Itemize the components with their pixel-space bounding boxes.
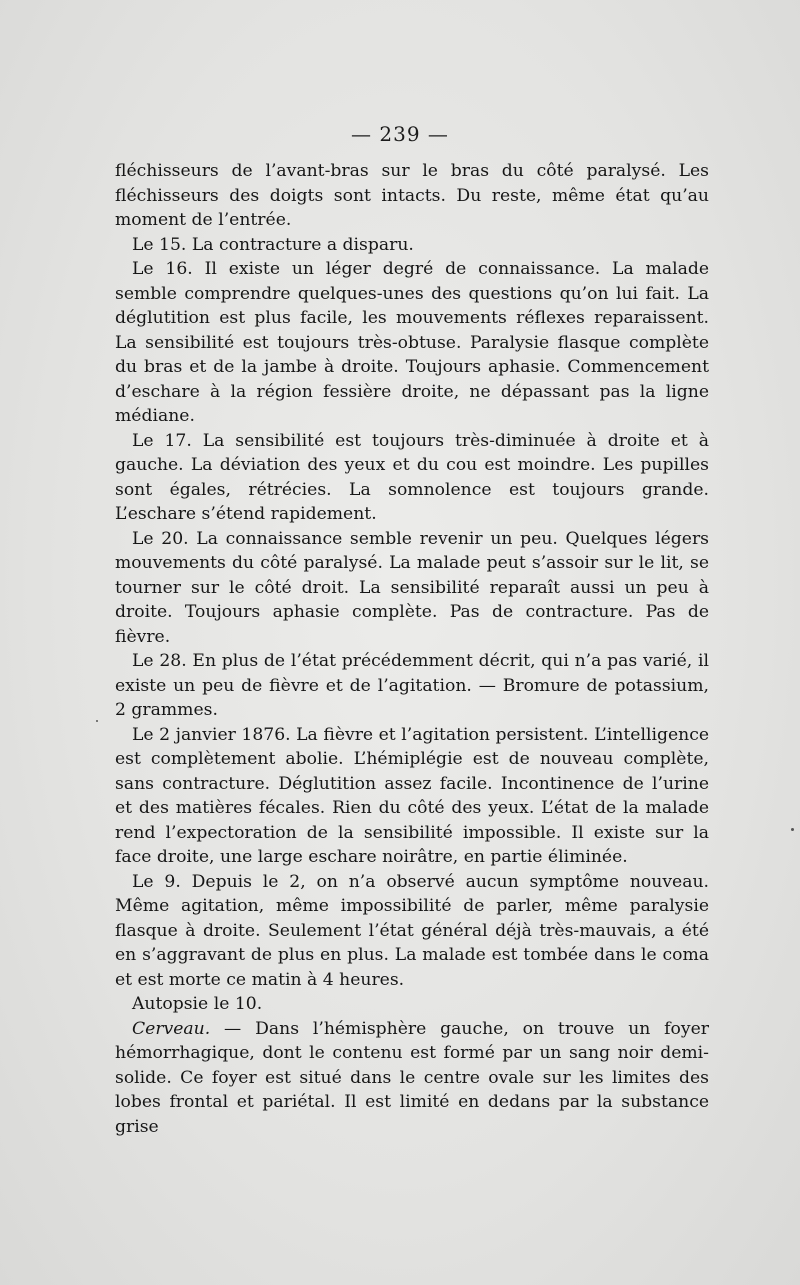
- margin-speck: [96, 720, 98, 722]
- body-text: [115, 159, 709, 1139]
- paragraph: Le 9. Depuis le 2, on n’a observé aucun symptôme nouveau. Même agitation, même impossibilité de parler, même paralysie flasque à droite. Seulement l’état général déjà très-mauvais, a été en s’aggravant de plus en plus. La malade est tombée dans le coma et est morte ce matin à 4 heures.: [115, 871, 709, 990]
- paragraph-cerveau: [115, 1017, 709, 1140]
- paragraph: Autopsie le 10.: [132, 994, 263, 1014]
- paragraph-text: — Dans l’hémisphère gauche, on trouve un foyer hémorrhagique, dont le contenu est formé par un sang noir demi-solide. Ce foyer est situé dans le centre ovale sur les limites des lobes frontal et pariétal. Il est limité en dedans par la substance grise: [115, 1018, 709, 1137]
- paragraph: Le 15. La contracture a disparu.: [132, 234, 414, 255]
- paragraph: Le 20. La connaissance semble revenir un peu. Quelques légers mouvements du côté paralysé. La malade peut s’assoir sur le lit, se tourner sur le côté droit. La sensibilité reparaît aussi un peu à droite. Toujours aphasie complète. Pas de contracture. Pas de fièvre.: [115, 528, 709, 647]
- section-label: Cerveau.: [132, 1018, 211, 1039]
- paragraph: Le 2 janvier 1876. La fièvre et l’agitation persistent. L’intelligence est complètement abolie. L’hémiplégie est de nouveau complète, sans contracture. Déglutition assez facile. Incontinence de l’urine et des matières fécales. Rien du côté des yeux. L’état de la malade rend l’expectoration de la sensibilité impossible. Il existe sur la face droite, une large eschare noirâtre, en partie éliminée.: [115, 724, 709, 867]
- paragraph: Le 16. Il existe un léger degré de connaissance. La malade semble comprendre quelques-unes des questions qu’on lui fait. La déglutition est plus facile, les mouvements réflexes reparaissent. La sensibilité est toujours très-obtuse. Paralysie flasque complète du bras et de la jambe à droite. Toujours aphasie. Commencement d’eschare à la région fessière droite, ne dépassant pas la ligne médiane.: [115, 259, 709, 426]
- paragraph: Le 28. En plus de l’état précédemment décrit, qui n’a pas varié, il existe un peu de fièvre et de l’agitation. — Bromure de potassium, 2 grammes.: [115, 651, 709, 720]
- paragraph: fléchisseurs de l’avant-bras sur le bras du côté paralysé. Les fléchisseurs des doigts sont intacts. Du reste, même état qu’au moment de l’entrée.: [115, 161, 709, 230]
- margin-speck: [791, 828, 794, 831]
- page-number: — 239 —: [351, 122, 449, 146]
- paragraph: Le 17. La sensibilité est toujours très-diminuée à droite et à gauche. La déviation des yeux et du cou est moindre. Les pupilles sont égales, rétrécies. La somnolence est toujours grande. L’eschare s’étend rapidement.: [115, 430, 709, 524]
